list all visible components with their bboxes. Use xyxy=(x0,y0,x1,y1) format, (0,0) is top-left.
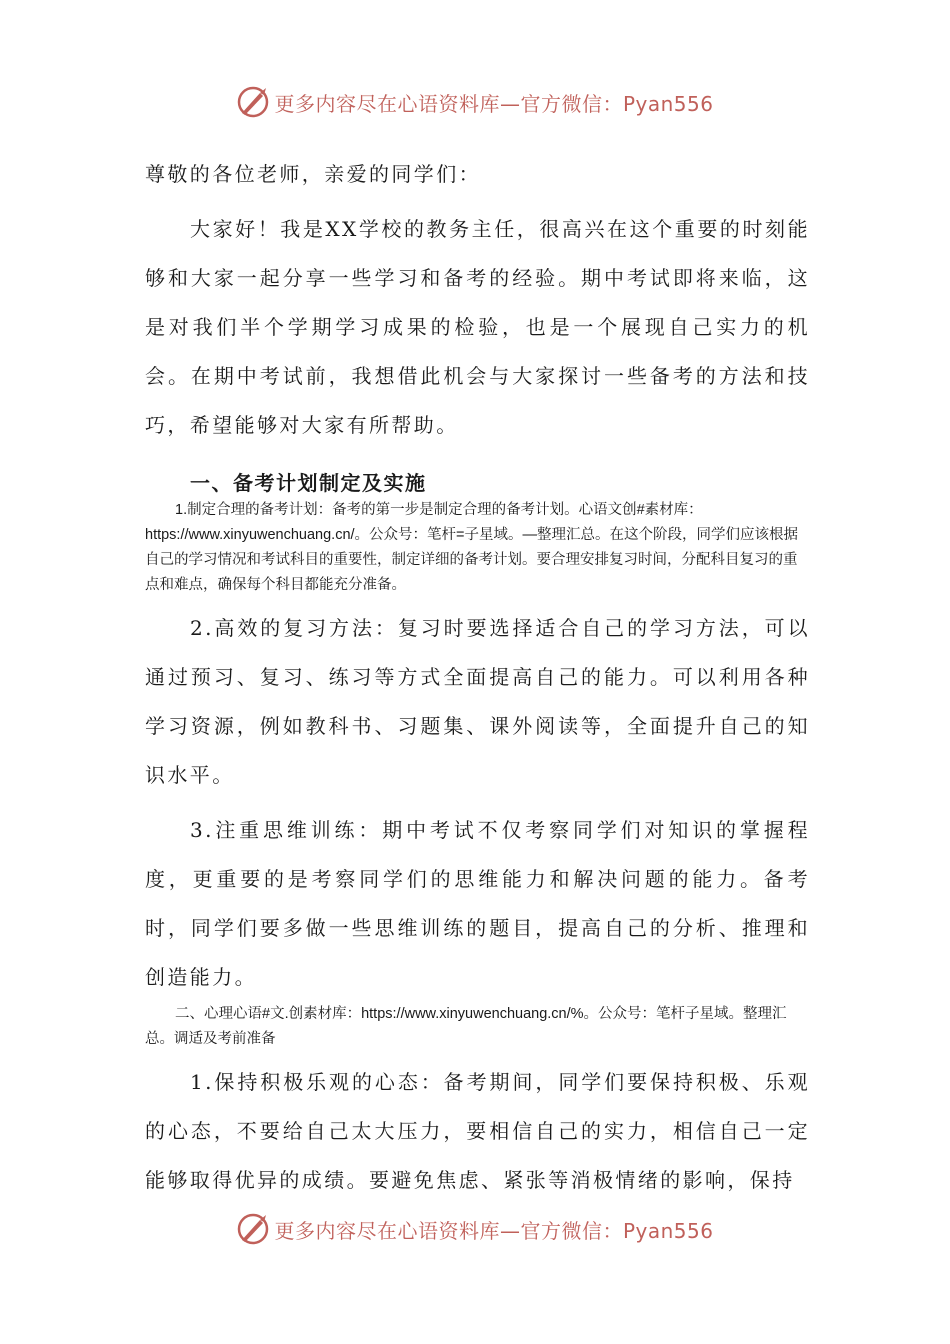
watermark-text: 更多内容尽在心语资料库—官方微信：Pyan556 xyxy=(274,91,714,116)
section1-item-2: 2.高效的复习方法：复习时要选择适合自己的学习方法，可以通过预习、复习、练习等方式全面提高自己的能力。可以利用各种学习资源，例如教科书、习题集、课外阅读等，全面提升自己的知识水平。 xyxy=(145,616,810,787)
watermark-banner-bottom xyxy=(0,1209,950,1249)
section-heading-1: 一、备考计划制定及实施 xyxy=(190,471,427,495)
section1-item-3: 3.注重思维训练：期中考试不仅考察同学们对知识的掌握程度，更重要的是考察同学们的思维能力和解决问题的能力。备考时，同学们要多做一些思维训练的题目，提高自己的分析、推理和创造能力。 xyxy=(145,818,810,989)
section2-item-1: 1.保持积极乐观的心态：备考期间，同学们要保持积极、乐观的心态，不要给自己太大压力，要相信自己的实力，相信自己一定能够取得优异的成绩。要避免焦虑、紧张等消极情绪的影响，保持 xyxy=(145,1070,810,1192)
document-body xyxy=(145,150,810,1205)
section1-item-1: 1.制定合理的备考计划：备考的第一步是制定合理的备考计划。心语文创#素材库：https://www.xinyuwenchuang.cn/。公众号：笔杆=子星域。—整理汇总。在这个阶段，同学们应该根据自己的学习情况和考试科目的重要性，制定详细的备考计划。要合理安排复习时间，分配科目复习的重点和难点，确保每个科目都能充分准备。 xyxy=(145,502,799,593)
quill-logo-icon xyxy=(236,85,270,119)
watermark-banner-top xyxy=(0,82,950,122)
intro-paragraph: 大家好！我是XX学校的教务主任，很高兴在这个重要的时刻能够和大家一起分享一些学习和备考的经验。期中考试即将来临，这是对我们半个学期学习成果的检验，也是一个展现自己实力的机会。在期中考试前，我想借此机会与大家探讨一些备考的方法和技巧，希望能够对大家有所帮助。 xyxy=(145,217,810,437)
section-heading-2: 二、心理心语#文.创素材库：https://www.xinyuwenchuang.cn/%。公众号：笔杆子星域。整理汇总。调适及考前准备 xyxy=(145,1006,787,1047)
watermark-text: 更多内容尽在心语资料库—官方微信：Pyan556 xyxy=(274,1218,714,1243)
quill-logo-icon xyxy=(236,1212,270,1246)
salutation: 尊敬的各位老师，亲爱的同学们： xyxy=(145,162,481,186)
